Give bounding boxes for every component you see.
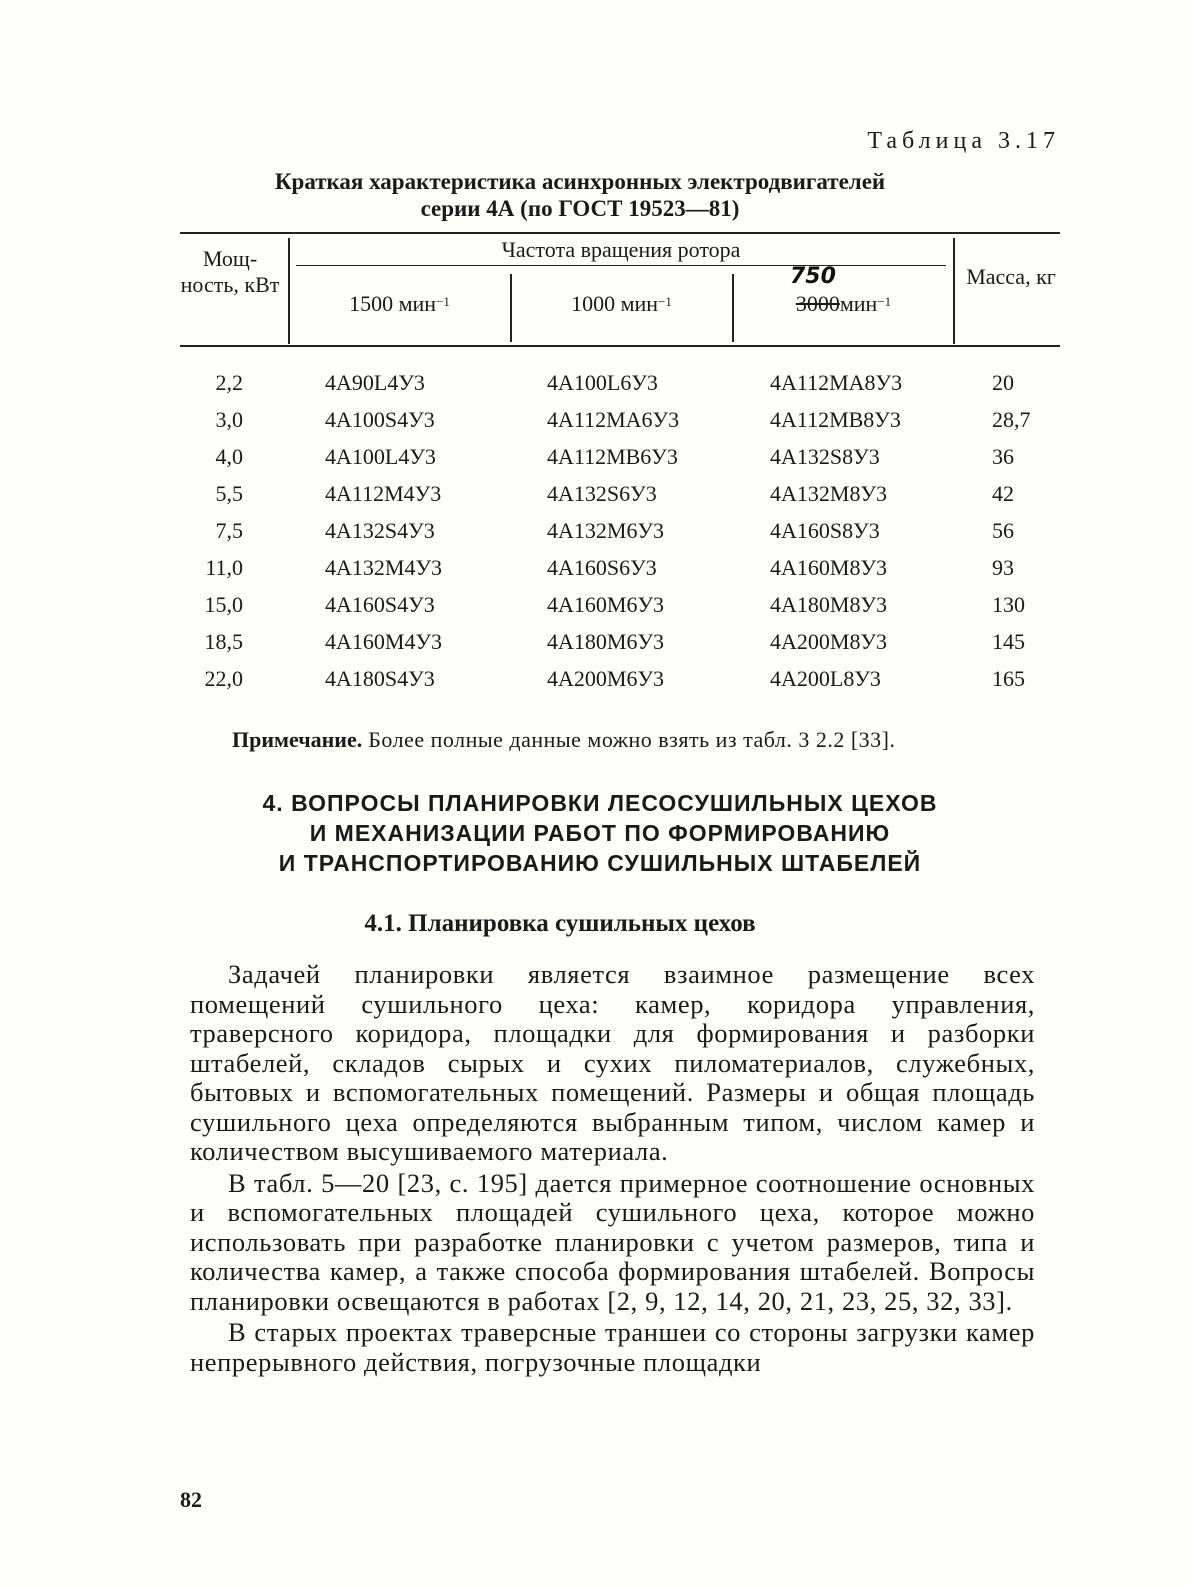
cell-750: 4А132S8У3: [770, 444, 880, 469]
note-label: Примечание.: [232, 727, 363, 752]
header-divider: [510, 274, 512, 342]
header-power: Мощ-ность, кВт: [180, 246, 280, 297]
table-top-rule: [180, 232, 1060, 234]
cell-1000: 4А112МА6У3: [547, 407, 680, 432]
cell-1500: 4А180S4У3: [325, 666, 435, 691]
cell-power: 15,0: [204, 592, 243, 617]
table-row: [180, 407, 1060, 443]
cell-750: 4А200М8У3: [770, 629, 888, 654]
page-number: 82: [180, 1487, 202, 1512]
header-mass: Масса, кг: [966, 264, 1056, 289]
header-1500-label: 1500 мин: [349, 291, 437, 316]
cell-1000: 4А112МВ6У3: [547, 444, 678, 469]
cell-mass: 56: [992, 518, 1014, 543]
cell-power: 2,2: [215, 370, 243, 395]
cell-1500: 4А112М4У3: [325, 481, 442, 506]
header-divider: [288, 238, 290, 344]
section-title-line-2: И МЕХАНИЗАЦИИ РАБОТ ПО ФОРМИРОВАНИЮ: [309, 820, 891, 846]
header-divider: [953, 238, 955, 344]
cell-mass: 36: [992, 444, 1014, 469]
table-row: [180, 370, 1060, 406]
cell-power: 22,0: [204, 666, 243, 691]
paragraph: В табл. 5—20 [23, с. 195] дается примерное соотношение основных и вспомогательных площадей сушильного цеха, которое можно использовать при разработке планировки с учетом размеров, типа и количества камер, а также способа формирования штабелей. Вопросы планировки освещаются в работах [2, 9, 12, 14, 20, 21, 23, 25, 32, 33].: [190, 1167, 1035, 1316]
table-caption: [180, 168, 980, 222]
header-superscript: −1: [436, 294, 450, 309]
cell-1000: 4А160М6У3: [547, 592, 665, 617]
cell-1000: 4А132S6У3: [547, 481, 657, 506]
header-1000: [514, 292, 729, 316]
cell-1500: 4А132S4У3: [325, 518, 435, 543]
header-superscript: −1: [877, 294, 892, 309]
header-group-rule: [296, 265, 946, 266]
cell-power: 4,0: [215, 444, 243, 469]
cell-mass: 165: [992, 666, 1025, 691]
section-title-line-3: И ТРАНСПОРТИРОВАНИЮ СУШИЛЬНЫХ ШТАБЕЛЕЙ: [278, 850, 922, 876]
cell-mass: 20: [992, 370, 1014, 395]
subsection-title: 4.1. Планировка сушильных цехов: [364, 910, 756, 937]
cell-1000: 4А132М6У3: [547, 518, 665, 543]
cell-750: 4А160М8У3: [770, 555, 888, 580]
cell-1500: 4А100L4У3: [325, 444, 436, 469]
struck-3000: 3000: [795, 291, 840, 316]
header-frequency-group: Частота вращения ротора: [501, 237, 741, 262]
header-750: [736, 292, 951, 316]
section-title: [200, 788, 1000, 878]
cell-power: 5,5: [215, 481, 243, 506]
cell-750: 4А112МА8У3: [770, 370, 903, 395]
table-label: Таблица 3.17: [867, 128, 1060, 154]
body-text: [190, 960, 1035, 1379]
handwritten-correction: 750: [790, 264, 836, 289]
cell-mass: 42: [992, 481, 1014, 506]
cell-1000: 4А100L6У3: [547, 370, 658, 395]
header-1000-label: 1000 мин: [571, 291, 659, 316]
cell-750: 4А160S8У3: [770, 518, 880, 543]
cell-1500: 4А132М4У3: [325, 555, 443, 580]
table-row: [180, 666, 1060, 702]
header-750-unit: мин: [839, 291, 878, 316]
cell-1500: 4А100S4У3: [325, 407, 435, 432]
table-row: [180, 592, 1060, 628]
header-divider: [732, 274, 734, 342]
cell-mass: 145: [992, 629, 1025, 654]
cell-power: 7,5: [215, 518, 243, 543]
table-row: [180, 444, 1060, 480]
header-superscript: −1: [658, 294, 672, 309]
cell-1500: 4А160S4У3: [325, 592, 435, 617]
table-header-bottom-rule: [180, 345, 1060, 347]
section-title-line-1: 4. ВОПРОСЫ ПЛАНИРОВКИ ЛЕСОСУШИЛЬНЫХ ЦЕХОВ: [262, 790, 938, 816]
table-row: [180, 629, 1060, 665]
cell-1500: 4А90L4У3: [325, 370, 425, 395]
cell-power: 3,0: [215, 407, 243, 432]
cell-mass: 130: [992, 592, 1025, 617]
cell-750: 4А200L8У3: [770, 666, 881, 691]
cell-1500: 4А160М4У3: [325, 629, 443, 654]
cell-1000: 4А200М6У3: [547, 666, 665, 691]
cell-750: 4А112МВ8У3: [770, 407, 901, 432]
table-caption-line-2: серии 4А (по ГОСТ 19523—81): [420, 196, 740, 221]
table-note: [232, 727, 896, 753]
cell-mass: 93: [992, 555, 1014, 580]
paragraph: В старых проектах траверсные траншеи со стороны загрузки камер непрерывного действия, погрузочные площадки: [190, 1317, 1035, 1377]
cell-power: 11,0: [205, 555, 243, 580]
cell-power: 18,5: [204, 629, 243, 654]
cell-1000: 4А180М6У3: [547, 629, 665, 654]
cell-750: 4А180М8У3: [770, 592, 888, 617]
cell-750: 4А132М8У3: [770, 481, 888, 506]
paragraph: Задачей планировки является взаимное размещение всех помещений сушильного цеха: камер, коридора управления, траверсного коридора, площадки для формирования и разборки штабелей, складов сырых и сухих пиломатериалов, служебных, бытовых и вспомогательных помещений. Размеры и общая площадь сушильного цеха определяются выбранным типом, числом камер и количеством высушиваемого материала.: [190, 959, 1035, 1166]
table-row: [180, 555, 1060, 591]
table-row: [180, 481, 1060, 517]
table-row: [180, 518, 1060, 554]
cell-mass: 28,7: [992, 407, 1031, 432]
header-1500: [292, 292, 507, 316]
note-text: Более полные данные можно взять из табл. 3 2.2 [33].: [368, 727, 896, 752]
table-caption-line-1: Краткая характеристика асинхронных электродвигателей: [274, 169, 886, 194]
cell-1000: 4А160S6У3: [547, 555, 657, 580]
